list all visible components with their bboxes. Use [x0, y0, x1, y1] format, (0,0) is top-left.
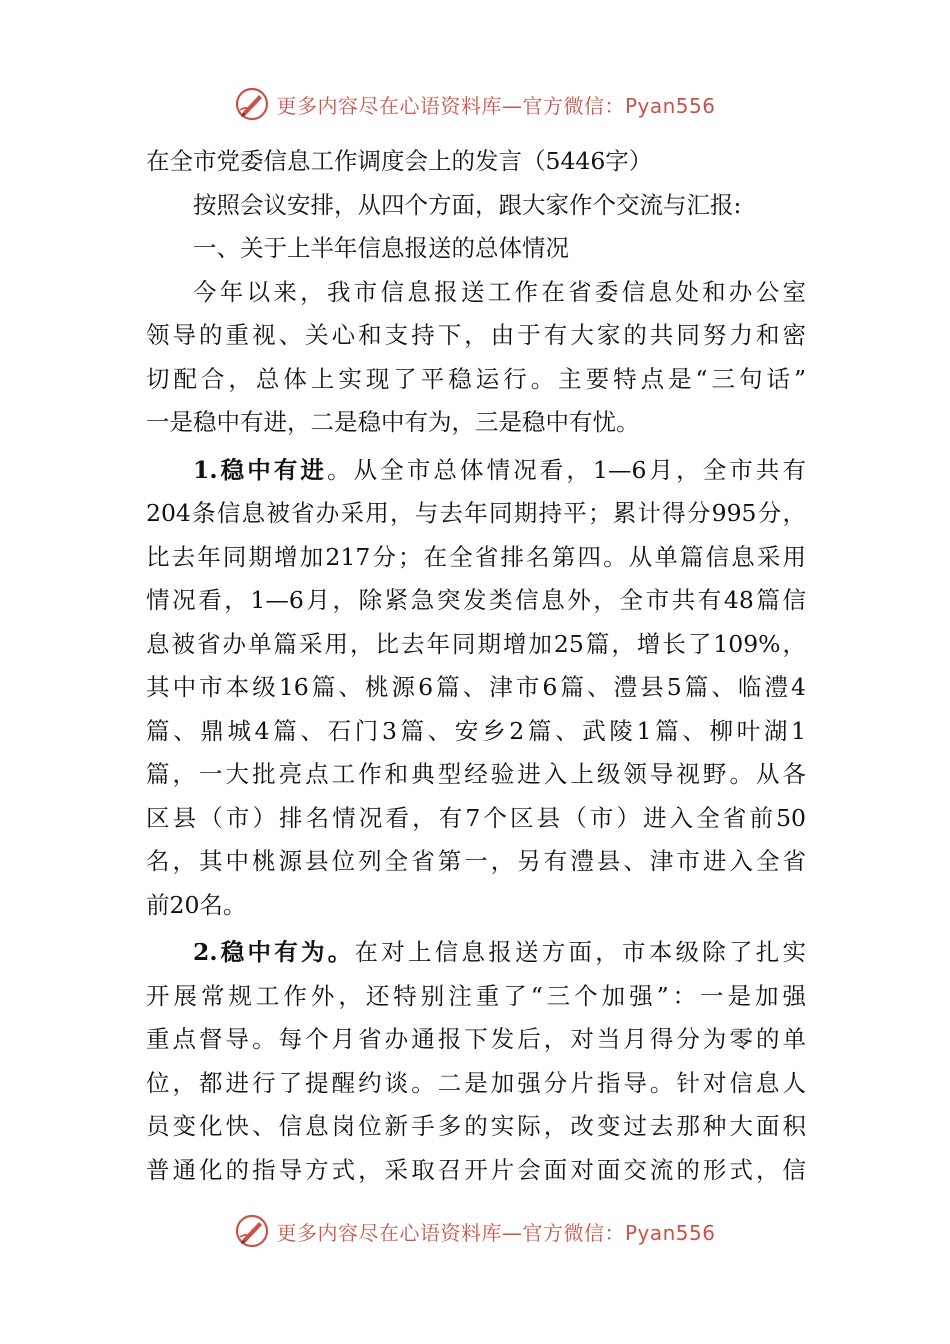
paragraph-text: 在对上信息报送方面，市本级除了扎实 [354, 938, 806, 966]
paragraph-line: 位，都进行了提醒约谈。二是加强分片指导。针对信息人 [146, 1068, 806, 1097]
paragraph-line: 其中市本级16篇、桃源6篇、津市6篇、澧县5篇、临澧4 [146, 673, 806, 701]
paragraph-line: 名，其中桃源县位列全省第一，另有澧县、津市进入全省 [146, 847, 806, 875]
footer-watermark [0, 1211, 950, 1251]
paragraph-line: 员变化快、信息岗位新手多的实际，改变过去那种大面积 [146, 1112, 806, 1140]
document-title: 在全市党委信息工作调度会上的发言（5446字） [146, 147, 653, 175]
document-body [146, 140, 806, 1192]
intro-paragraph: 按照会议安排，从四个方面，跟大家作个交流与汇报: [193, 190, 742, 219]
subheading-bold: 1.稳中有进 [193, 455, 328, 484]
paragraph-line: 开展常规工作外，还特别注重了“三个加强”：一是加强 [146, 981, 806, 1010]
paragraph-line: 领导的重视、关心和支持下，由于有大家的共同努力和密 [146, 321, 806, 349]
paragraph-line: 区县（市）排名情况看，有7个区县（市）进入全省前50 [146, 803, 806, 832]
paragraph-line: 一是稳中有进，二是稳中有为，三是稳中有忧。 [146, 408, 640, 436]
paragraph-line: 前20名。 [146, 890, 247, 919]
paragraph-line: 比去年同期增加217分；在全省排名第四。从单篇信息采用 [146, 542, 806, 571]
paragraph-line: 情况看，1—6月，除紧急突发类信息外，全市共有48篇信 [146, 586, 806, 614]
subheading-bold: 2.稳中有为。 [193, 938, 355, 966]
paragraph-line: 篇，一大批亮点工作和典型经验进入上级领导视野。从各 [146, 760, 806, 788]
paragraph-line: 篇、鼎城4篇、石门3篇、安乡2篇、武陵1篇、柳叶湖1 [146, 716, 806, 745]
paragraph-line: 息被省办单篇采用，比去年同期增加25篇，增长了109%， [146, 629, 806, 658]
paragraph-line: 重点督导。每个月省办通报下发后，对当月得分为零的单 [146, 1025, 806, 1053]
paragraph-line: 今年以来，我市信息报送工作在省委信息处和办公室 [193, 277, 806, 306]
paragraph-line [146, 931, 806, 975]
paragraph-line [146, 449, 806, 493]
pen-logo-icon [234, 86, 270, 122]
section-heading: 一、关于上半年信息报送的总体情况 [193, 234, 569, 262]
pen-logo-icon [234, 1213, 270, 1249]
paragraph-line: 204条信息被省办采用，与去年同期持平；累计得分995分， [146, 499, 806, 527]
paragraph-line: 切配合，总体上实现了平稳运行。主要特点是“三句话” [146, 364, 806, 393]
watermark-text: 更多内容尽在心语资料库—官方微信：Pyan556 [276, 93, 716, 118]
header-watermark [0, 84, 950, 124]
paragraph-text: 。从全市总体情况看，1—6月，全市共有 [327, 455, 806, 484]
paragraph-line: 普通化的指导方式，采取召开片会面对面交流的形式，信 [146, 1155, 806, 1184]
watermark-text: 更多内容尽在心语资料库—官方微信：Pyan556 [276, 1220, 716, 1245]
